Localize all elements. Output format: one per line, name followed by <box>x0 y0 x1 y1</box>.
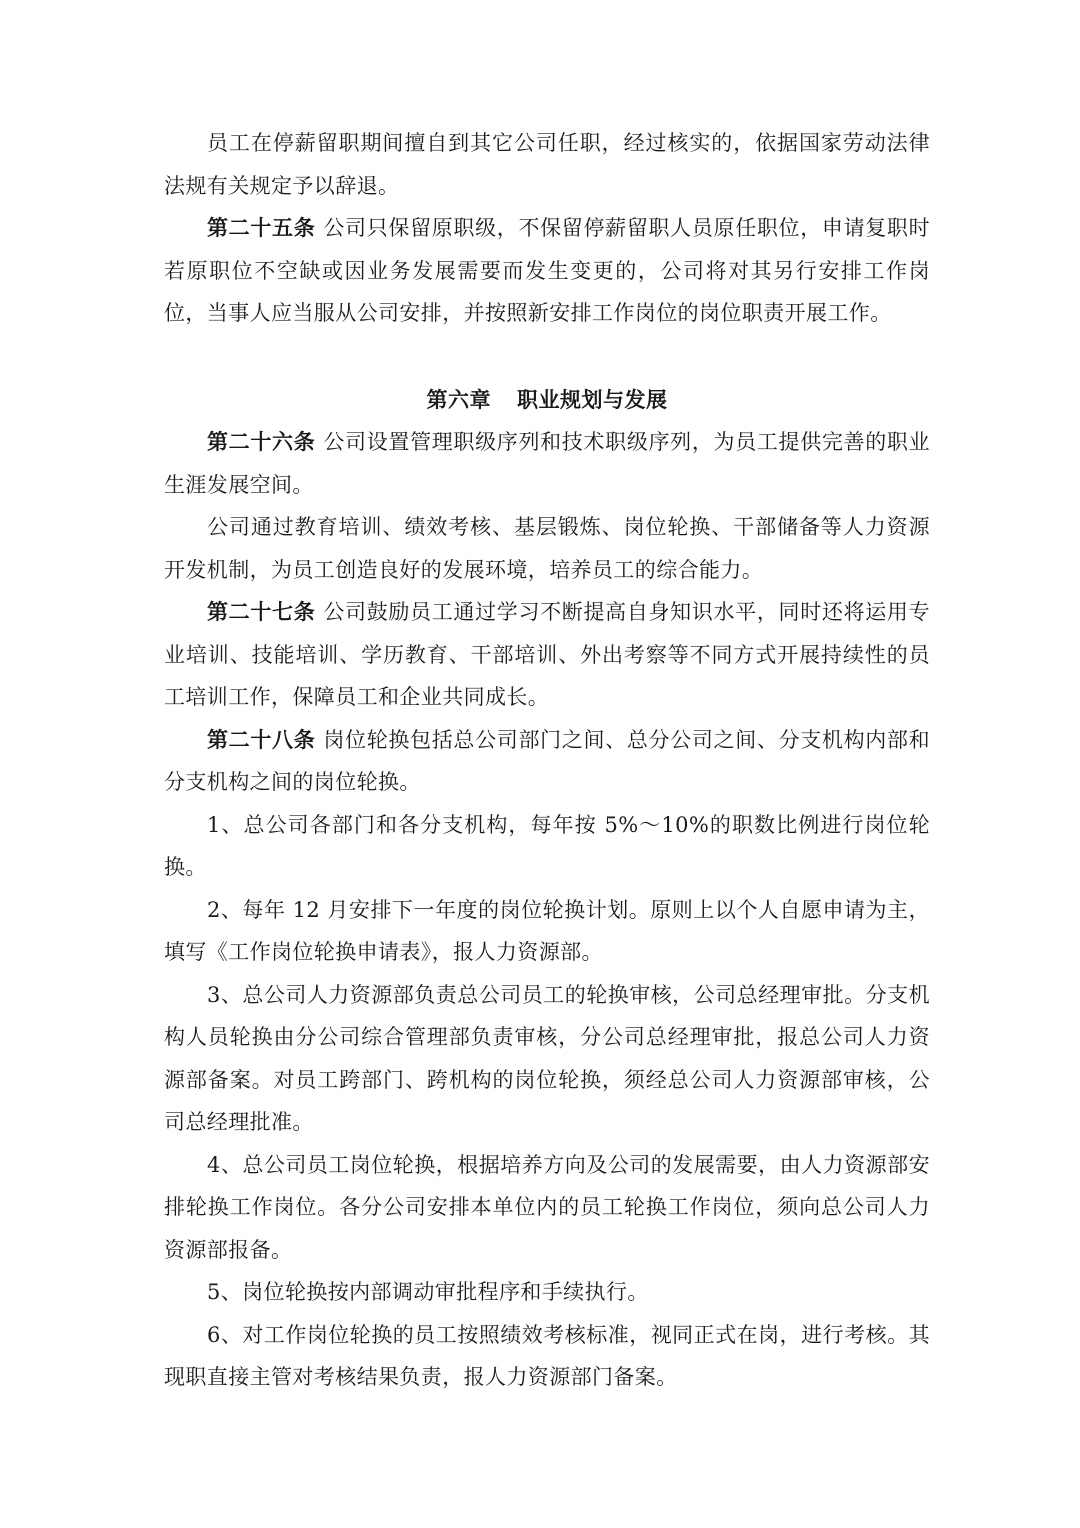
article-28 <box>164 719 930 804</box>
paragraph-text: 员工在停薪留职期间擅自到其它公司任职，经过核实的，依据国家劳动法律法规有关规定予以辞退。 <box>164 131 930 198</box>
paragraph-text: 1、总公司各部门和各分支机构，每年按 5%～10%的职数比例进行岗位轮换。 <box>164 812 930 879</box>
list-item-1 <box>164 804 930 889</box>
article-number: 第二十六条 <box>207 429 316 454</box>
document-page <box>164 122 930 1399</box>
list-item-3 <box>164 974 930 1144</box>
article-25 <box>164 207 930 335</box>
list-item-6 <box>164 1314 930 1399</box>
article-26 <box>164 421 930 506</box>
paragraph-text: 公司设置管理职级序列和技术职级序列，为员工提供完善的职业生涯发展空间。 <box>164 430 930 497</box>
article-number: 第二十五条 <box>207 215 316 240</box>
paragraph-text: 5、岗位轮换按内部调动审批程序和手续执行。 <box>207 1280 649 1304</box>
paragraph-resignation-rule <box>164 122 930 207</box>
chapter-number: 第六章 <box>426 386 491 412</box>
list-item-2 <box>164 889 930 974</box>
paragraph-development-mechanism <box>164 506 930 591</box>
chapter-title: 职业规划与发展 <box>517 386 668 412</box>
paragraph-text: 公司通过教育培训、绩效考核、基层锻炼、岗位轮换、干部储备等人力资源开发机制，为员工创造良好的发展环境，培养员工的综合能力。 <box>164 515 930 582</box>
paragraph-text: 公司只保留原职级，不保留停薪留职人员原任职位，申请复职时若原职位不空缺或因业务发展需要而发生变更的，公司将对其另行安排工作岗位，当事人应当服从公司安排，并按照新安排工作岗位的岗位职责开展工作。 <box>164 216 930 325</box>
paragraph-text: 3、总公司人力资源部负责总公司员工的轮换审核，公司总经理审批。分支机构人员轮换由分公司综合管理部负责审核，分公司总经理审批，报总公司人力资源部备案。对员工跨部门、跨机构的岗位轮换，须经总公司人力资源部审核，公司总经理批准。 <box>164 982 930 1134</box>
paragraph-text: 4、总公司员工岗位轮换，根据培养方向及公司的发展需要，由人力资源部安排轮换工作岗位。各分公司安排本单位内的员工轮换工作岗位，须向总公司人力资源部报备。 <box>164 1152 930 1262</box>
paragraph-text: 6、对工作岗位轮换的员工按照绩效考核标准，视同正式在岗，进行考核。其现职直接主管对考核结果负责，报人力资源部门备案。 <box>164 1322 930 1389</box>
article-number: 第二十八条 <box>207 726 316 752</box>
paragraph-text: 岗位轮换包括总公司部门之间、总分公司之间、分支机构内部和分支机构之间的岗位轮换。 <box>164 727 930 794</box>
paragraph-text: 公司鼓励员工通过学习不断提高自身知识水平，同时还将运用专业培训、技能培训、学历教育、干部培训、外出考察等不同方式开展持续性的员工培训工作，保障员工和企业共同成长。 <box>164 600 930 709</box>
list-item-4 <box>164 1144 930 1272</box>
list-item-5 <box>164 1271 930 1314</box>
article-number: 第二十七条 <box>207 599 316 624</box>
article-27 <box>164 591 930 719</box>
paragraph-text: 2、每年 12 月安排下一年度的岗位轮换计划。原则上以个人自愿申请为主，填写《工作岗位轮换申请表》，报人力资源部。 <box>164 897 930 964</box>
chapter-heading <box>164 379 930 422</box>
